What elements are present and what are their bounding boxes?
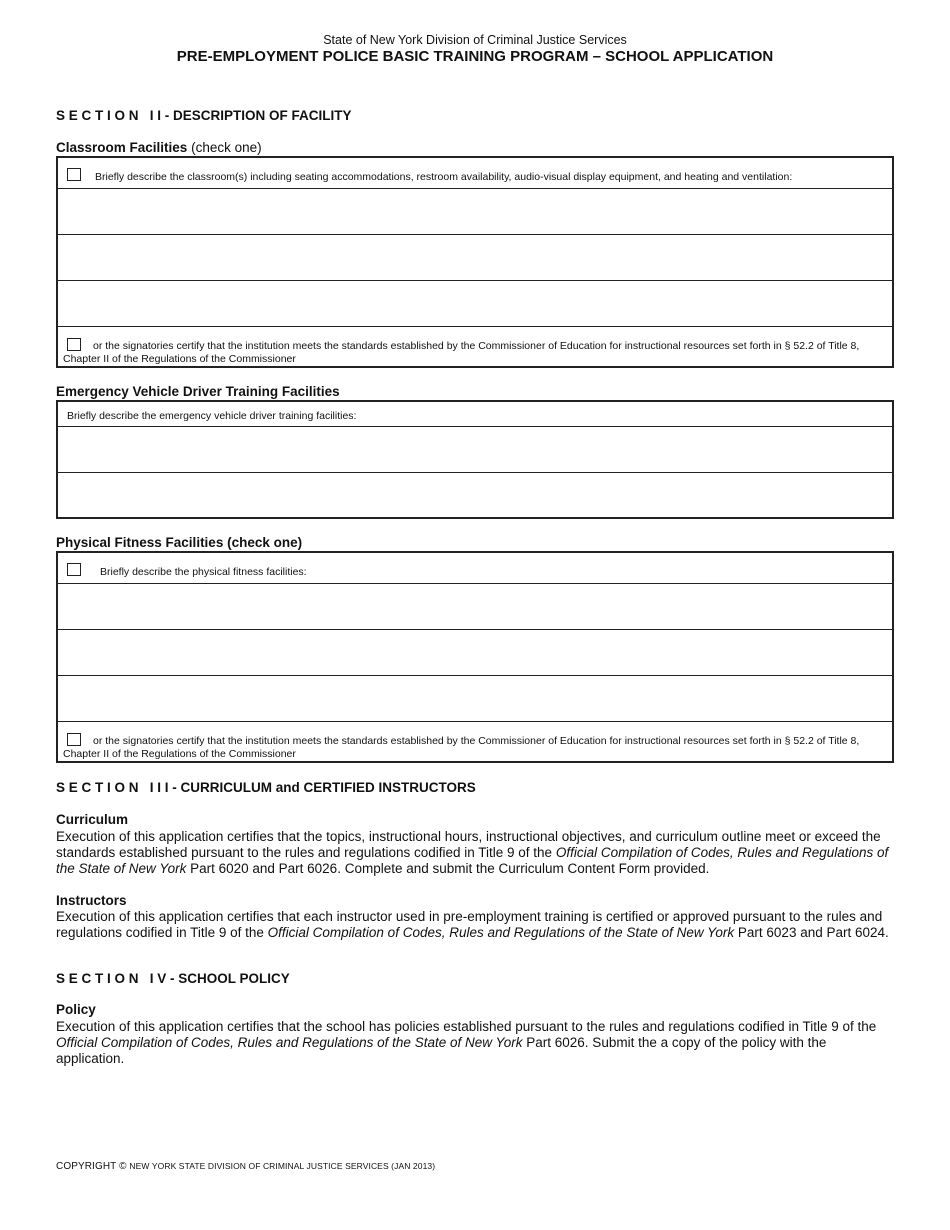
evdt-answer-line-2[interactable] bbox=[58, 473, 892, 517]
section-4-title: S E C T I O N I V - SCHOOL POLICY bbox=[56, 971, 290, 986]
fitness-describe-checkbox[interactable] bbox=[67, 563, 81, 576]
copyright-footer bbox=[56, 1161, 435, 1172]
footer-agency-date: NEW YORK STATE DIVISION OF CRIMINAL JUSTICE SERVICES (JAN 2013) bbox=[129, 1161, 436, 1171]
classroom-qualifier: (check one) bbox=[191, 140, 262, 155]
evdt-describe-label: Briefly describe the emergency vehicle driver training facilities: bbox=[67, 410, 357, 422]
instructors-paragraph: Execution of this application certifies that each instructor used in pre-employment training is certified or approved pursuant to the rules and regulations codified in Title 9 of the Official Compilation of Codes, Rules and Regulations of the State of New York Part 6023 and Part 6024. bbox=[56, 909, 889, 940]
footer-copyright-word: COPYRIGHT bbox=[56, 1161, 117, 1172]
classroom-heading-text: Classroom Facilities bbox=[56, 140, 188, 155]
classroom-describe-checkbox[interactable] bbox=[67, 168, 81, 181]
classroom-answer-line-3[interactable] bbox=[58, 281, 892, 327]
agency-name: State of New York Division of Criminal Justice Services bbox=[323, 33, 627, 47]
classroom-certify-row bbox=[58, 327, 892, 366]
fitness-describe-row bbox=[58, 553, 892, 584]
section-3-title: S E C T I O N I I I - CURRICULUM and CERTIFIED INSTRUCTORS bbox=[56, 780, 476, 795]
classroom-answer-line-1[interactable] bbox=[58, 189, 892, 235]
classroom-answer-line-2[interactable] bbox=[58, 235, 892, 281]
evdt-heading: Emergency Vehicle Driver Training Facilities bbox=[56, 384, 340, 399]
fitness-describe-label: Briefly describe the physical fitness facilities: bbox=[100, 566, 307, 578]
fitness-answer-line-2[interactable] bbox=[58, 630, 892, 676]
evdt-answer-line-1[interactable] bbox=[58, 427, 892, 473]
policy-heading: Policy bbox=[56, 1002, 96, 1017]
fitness-certify-label: or the signatories certify that the institution meets the standards established by the Commissioner of Education for instructional resources set forth in § 52.2 of Title 8, Chapter II of the Regulations of the Commissioner bbox=[63, 735, 860, 760]
footer-copyright-symbol: © bbox=[119, 1161, 127, 1172]
classroom-certify-checkbox[interactable] bbox=[67, 338, 81, 351]
fitness-certify-checkbox[interactable] bbox=[67, 733, 81, 746]
evdt-box bbox=[56, 400, 894, 519]
fitness-answer-line-1[interactable] bbox=[58, 584, 892, 630]
classroom-facilities-box bbox=[56, 156, 894, 368]
section-2-title: S E C T I O N I I - DESCRIPTION OF FACILITY bbox=[56, 108, 352, 123]
policy-paragraph: Execution of this application certifies that the school has policies established pursuant to the rules and regulations codified in Title 9 of the Official Compilation of Codes, Rules and Regulations of the State of New York Part 6026. Submit the a copy of the policy with the application. bbox=[56, 1019, 877, 1066]
evdt-describe-row bbox=[58, 402, 892, 427]
curriculum-paragraph: Execution of this application certifies that the topics, instructional hours, instructional objectives, and curriculum outline meet or exceed the standards established pursuant to the rules and regulations codified in Title 9 of the Official Compilation of Codes, Rules and Regulations of the State of New York Part 6020 and Part 6026. Complete and submit the Curriculum Content Form provided. bbox=[56, 829, 889, 876]
instructors-heading: Instructors bbox=[56, 893, 127, 908]
classroom-facilities-heading bbox=[56, 140, 262, 155]
fitness-facilities-box bbox=[56, 551, 894, 763]
fitness-certify-row bbox=[58, 722, 892, 761]
page-header bbox=[0, 33, 950, 65]
classroom-describe-label: Briefly describe the classroom(s) including seating accommodations, restroom availability, audio-visual display equipment, and heating and ventilation: bbox=[95, 171, 793, 183]
fitness-heading: Physical Fitness Facilities (check one) bbox=[56, 535, 303, 550]
classroom-certify-label: or the signatories certify that the institution meets the standards established by the Commissioner of Education for instructional resources set forth in § 52.2 of Title 8, Chapter II of the Regulations of the Commissioner bbox=[63, 340, 860, 365]
page-title: PRE-EMPLOYMENT POLICE BASIC TRAINING PROGRAM – SCHOOL APPLICATION bbox=[176, 48, 774, 65]
classroom-describe-row bbox=[58, 158, 892, 189]
fitness-answer-line-3[interactable] bbox=[58, 676, 892, 722]
curriculum-heading: Curriculum bbox=[56, 812, 129, 827]
